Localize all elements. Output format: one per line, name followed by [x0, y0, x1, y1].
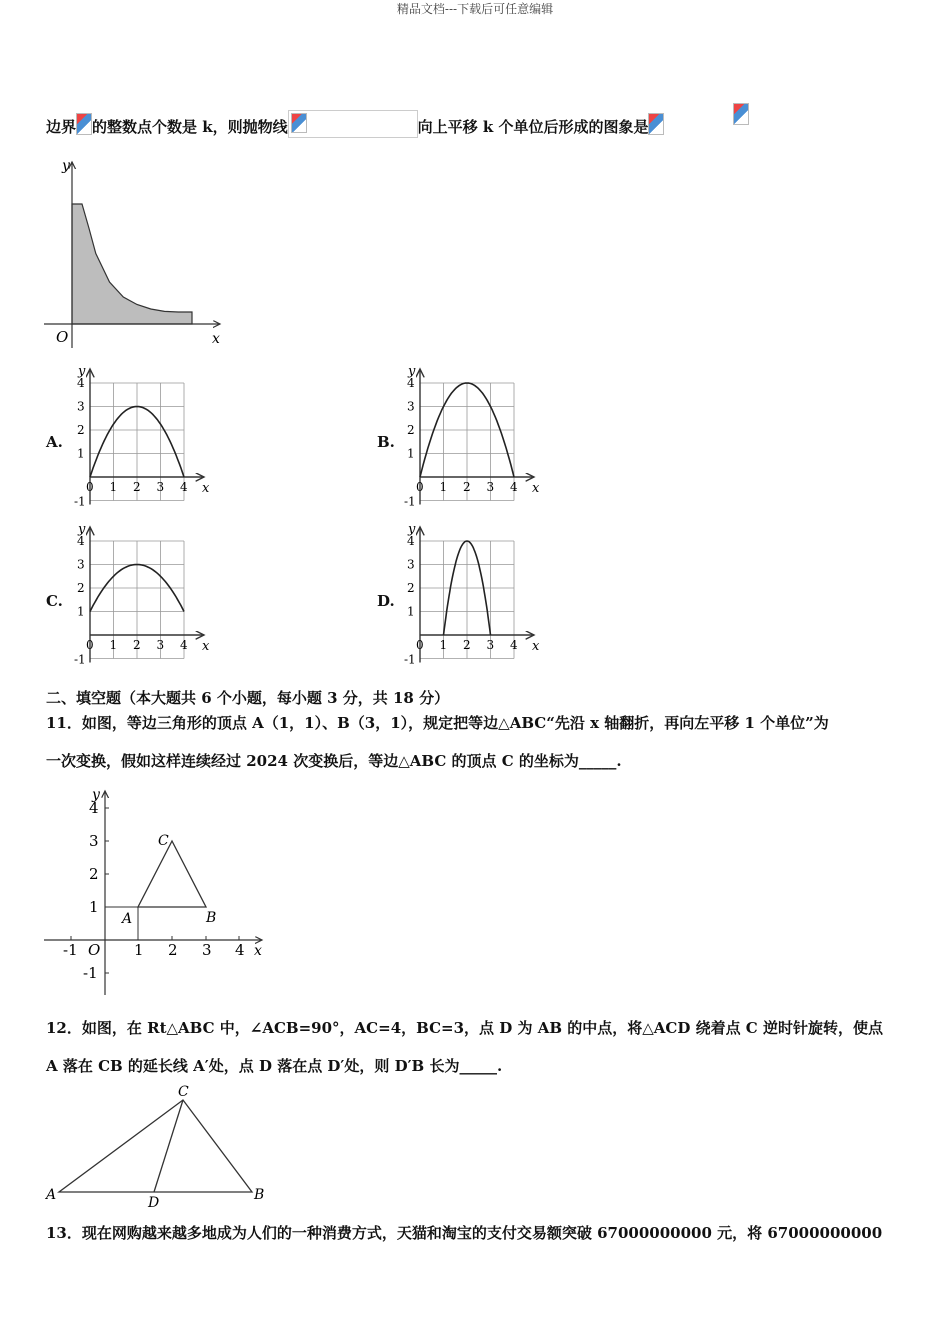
broken-image-icon — [733, 103, 749, 125]
x-tick-label: 1 — [439, 638, 448, 652]
origin-label: O — [88, 941, 101, 959]
shaded-region — [72, 204, 192, 324]
x-tick-label: 0 — [416, 480, 424, 494]
y-tick-label: -1 — [404, 652, 416, 667]
y-tick-label: 3 — [407, 399, 415, 414]
q13-line-1: 13．现在网购越来越多地成为人们的一种消费方式，天猫和淘宝的支付交易额突破 67000000000 元，将 67000000000 — [46, 1224, 883, 1242]
point-d-label: D — [148, 1195, 160, 1210]
x-tick-label: 2 — [133, 480, 141, 494]
y-tick-label: 1 — [77, 446, 85, 461]
y-tick-label: 3 — [77, 557, 85, 572]
q11-line-2: 一次变换，假如这样连续经过 2024 次变换后，等边△ABC 的顶点 C 的坐标为_____. — [46, 752, 622, 770]
x-tick-label: 0 — [86, 480, 94, 494]
y-tick-label: -1 — [404, 494, 416, 509]
x-tick-label: 0 — [86, 638, 94, 652]
x-tick-label: 1 — [134, 941, 144, 959]
y-tick-label: -1 — [74, 494, 86, 509]
intro-text-2: 的整数点个数是 k，则抛物线 — [92, 118, 288, 136]
option-c-graph — [68, 520, 218, 668]
y-tick-label: 4 — [77, 376, 85, 390]
x-tick-label: 3 — [156, 638, 165, 652]
q12-line-2: A 落在 CB 的延长线 A′处，点 D 落在点 D′处，则 D′B 长为_____. — [46, 1057, 503, 1075]
option-b-label: B. — [377, 433, 395, 451]
y-tick-label: 4 — [407, 376, 415, 390]
option-a-label: A. — [46, 433, 63, 451]
y-tick-label: 1 — [89, 898, 99, 916]
y-tick-label: 1 — [407, 446, 415, 461]
y-tick-label: -1 — [83, 964, 98, 982]
y-tick-label: 3 — [407, 557, 415, 572]
x-axis-label: x — [202, 639, 210, 654]
x-tick-label: -1 — [63, 941, 78, 959]
x-tick-label: 2 — [168, 941, 178, 959]
origin-label: O — [56, 328, 69, 346]
x-tick-label: 4 — [510, 638, 518, 652]
q11-figure — [40, 785, 270, 1000]
x-tick-label: 3 — [486, 480, 495, 494]
x-tick-label: 3 — [156, 480, 165, 494]
y-tick-label: 2 — [407, 581, 415, 595]
y-axis-label: y — [78, 364, 86, 379]
triangle-abc — [59, 1100, 252, 1192]
x-tick-label: 3 — [202, 941, 212, 959]
y-tick-label: 3 — [77, 399, 85, 414]
y-tick-label: -1 — [74, 652, 86, 667]
x-axis-label: x — [202, 481, 210, 496]
y-axis-label: y — [62, 158, 70, 174]
intro-text-3: 向上平移 k 个单位后形成的图象是 — [417, 118, 649, 136]
point-a-label: A — [122, 911, 133, 927]
point-c-label: C — [158, 833, 169, 849]
section-heading: 二、填空题（本大题共 6 个小题，每小题 3 分，共 18 分） — [46, 689, 450, 707]
y-tick-label: 2 — [77, 581, 85, 595]
y-axis-label: y — [92, 787, 100, 803]
option-d-graph — [398, 520, 548, 668]
intro-text-1: 边界 — [46, 118, 77, 136]
y-tick-label: 2 — [89, 865, 99, 883]
x-axis-label: x — [532, 481, 540, 496]
y-tick-label: 1 — [407, 604, 415, 619]
x-tick-label: 4 — [510, 480, 518, 494]
y-tick-label: 4 — [77, 534, 85, 548]
point-c-label: C — [178, 1084, 189, 1100]
x-tick-label: 4 — [235, 941, 245, 959]
x-tick-label: 4 — [180, 480, 188, 494]
x-tick-label: 2 — [463, 638, 471, 652]
x-tick-label: 1 — [109, 638, 118, 652]
x-tick-label: 1 — [109, 480, 118, 494]
x-axis-label: x — [212, 331, 220, 347]
segment-cd — [154, 1100, 183, 1192]
y-tick-label: 3 — [89, 832, 99, 850]
triangle-abc — [138, 841, 206, 907]
option-a-graph — [68, 362, 218, 510]
broken-image-icon — [76, 113, 92, 135]
y-tick-label: 1 — [77, 604, 85, 619]
x-tick-label: 2 — [133, 638, 141, 652]
broken-image-icon — [288, 110, 418, 138]
y-tick-label: 2 — [77, 423, 85, 437]
x-axis-label: x — [532, 639, 540, 654]
x-axis-label: x — [254, 943, 262, 959]
intro-line — [46, 110, 664, 138]
option-d-label: D. — [377, 592, 395, 610]
region-graph — [40, 150, 240, 350]
x-tick-label: 2 — [463, 480, 471, 494]
y-tick-label: 4 — [407, 534, 415, 548]
y-tick-label: 4 — [89, 799, 99, 817]
y-axis-label: y — [78, 522, 86, 537]
x-tick-label: 4 — [180, 638, 188, 652]
point-b-label: B — [206, 910, 217, 926]
y-axis-label: y — [408, 364, 416, 379]
x-tick-label: 0 — [416, 638, 424, 652]
page-header: 精品文档---下载后可任意编辑 — [396, 2, 554, 16]
option-b-graph — [398, 362, 548, 510]
point-b-label: B — [254, 1187, 265, 1203]
q12-line-1: 12．如图，在 Rt△ABC 中，∠ACB=90°，AC=4，BC=3，点 D 为 AB 的中点，将△ACD 绕着点 C 逆时针旋转，使点 — [46, 1019, 883, 1037]
broken-image-icon — [648, 113, 664, 135]
point-a-label: A — [46, 1187, 57, 1203]
option-c-label: C. — [46, 592, 63, 610]
x-tick-label: 3 — [486, 638, 495, 652]
q12-figure — [40, 1080, 270, 1210]
q11-line-1: 11．如图，等边三角形的顶点 A（1，1）、B（3，1），规定把等边△ABC“先沿 x 轴翻折，再向左平移 1 个单位”为 — [46, 714, 829, 732]
x-tick-label: 1 — [439, 480, 448, 494]
y-axis-label: y — [408, 522, 416, 537]
y-tick-label: 2 — [407, 423, 415, 437]
